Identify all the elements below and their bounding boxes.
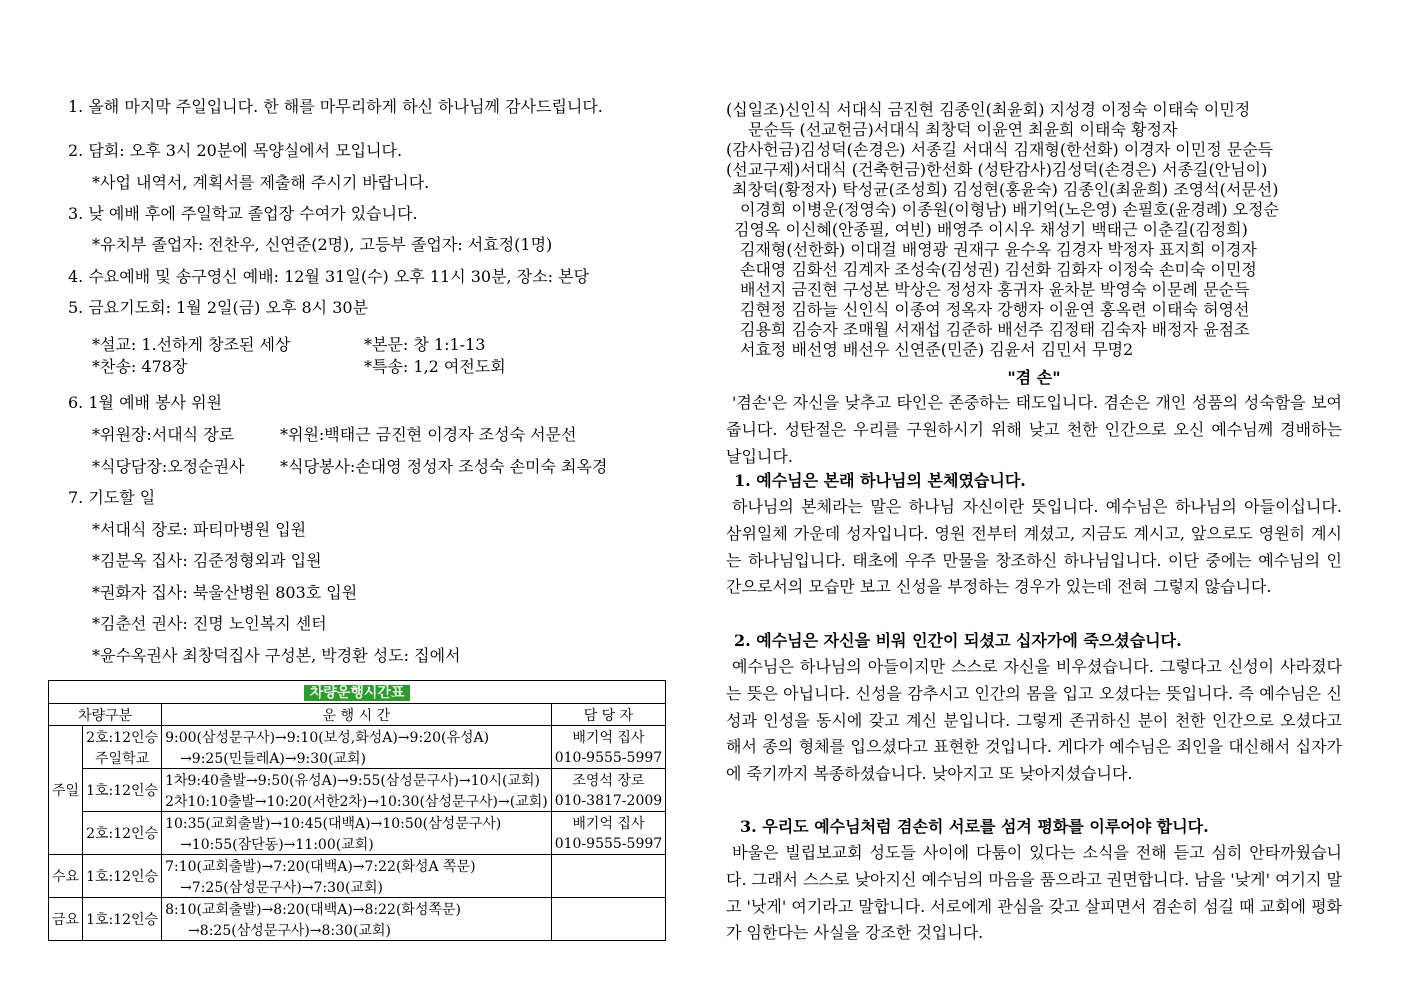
day-cell: 수요 [49, 855, 83, 898]
prayer-item: *서대식 장로: 파티마병원 입원 [92, 520, 307, 539]
dining-volunteers: *식당봉사:손대영 정성자 조성숙 손미숙 최옥경 [280, 457, 608, 476]
sermon-point-1: 1. 예수님은 본래 하나님의 본체였습니다. [734, 471, 1026, 490]
offering-line: 김영옥 이신혜(안종필, 여빈) 배영주 이시우 채성기 백태근 이춘길(김정희) [734, 220, 1248, 239]
vehicle-cell: 주일학교 [83, 747, 162, 769]
day-cell: 주일 [49, 726, 83, 855]
manager-phone-cell: 010-3817-2009 [551, 790, 665, 812]
sermon-point-3: 3. 우리도 예수님처럼 겸손히 서로를 섬겨 평화를 이루어야 합니다. [740, 817, 1209, 836]
manager-cell [551, 855, 665, 898]
manager-phone-cell: 010-9555-5997 [551, 747, 665, 769]
offering-line: (감사헌금)김성덕(손경은) 서종길 서대식 김재형(한선화) 이경자 이민정 문순득 [726, 140, 1274, 159]
prayer-item: *윤수옥권사 최창덕집사 구성본, 박경환 성도: 집에서 [92, 646, 461, 665]
table-row [49, 812, 666, 834]
friday-hymn: *찬송: 478장 [92, 357, 188, 376]
offering-line: 서효정 배선영 배선우 신연준(민준) 김윤서 김민서 무명2 [740, 340, 1134, 359]
prayer-item: *김춘선 권사: 진명 노인복지 센터 [92, 614, 327, 633]
sermon-point-2: 2. 예수님은 자신을 비워 인간이 되셨고 십자가에 죽으셨습니다. [734, 631, 1182, 650]
time-cell: →9:25(민들레A)→9:30(교회) [162, 747, 552, 769]
sermon-paragraph-1: 하나님의 본체라는 말은 하나님 자신이란 뜻입니다. 예수님은 하나님의 아들이십니다. 삼위일체 가운데 성자입니다. 영원 전부터 계셨고, 지금도 계시고, 앞으로도 영원히 계시는 하나님입니다. 태초에 우주 만물을 창조하신 하나님입니다. 이단 중에는 예수님의 인간으로서의 모습만 보고 신성을 부정하는 경우가 있는데 전혀 그렇지 않습니다. [726, 497, 1342, 597]
announcement-7: 7. 기도할 일 [68, 488, 156, 507]
table-row [49, 898, 666, 920]
sermon-intro: '겸손'은 자신을 낮추고 타인은 존중하는 태도입니다. 겸손은 개인 성품의 성숙함을 보여 줍니다. 성탄절은 우리를 구원하시기 위해 낮고 천한 인간으로 오신 예수님께 경배하는 날입니다. [726, 393, 1342, 466]
manager-cell: 배기억 집사 [551, 812, 665, 834]
vehicle-cell: 1호:12인승 [83, 855, 162, 898]
time-cell: 10:35(교회출발)→10:45(대백A)→10:50(삼성문구사) [162, 812, 552, 834]
announcement-3-note: *유치부 졸업자: 전찬우, 신연준(2명), 고등부 졸업자: 서효정(1명) [92, 235, 553, 254]
announcement-4: 4. 수요예배 및 송구영신 예배: 12월 31일(수) 오후 11시 30분, 장소: 본당 [68, 267, 590, 286]
offering-line: 김재형(선한화) 이대걸 배영광 권재구 윤수옥 김경자 박정자 표지희 이경자 [740, 240, 1257, 259]
sermon-paragraph-3: 바울은 빌립보교회 성도들 사이에 다툼이 있다는 소식을 전해 듣고 심히 안타까웠습니다. 그래서 스스로 낮아지신 예수님의 마음을 품으라고 권면합니다. 남을 '낮게' 여기지 말고 '낫게' 여기라고 말합니다. 서로에게 관심을 갖고 살피면서 겸손히 섬길 때 교회에 평화가 임한다는 사실을 강조한 것입니다. [726, 843, 1342, 943]
time-cell: 7:10(교회출발)→7:20(대백A)→7:22(화성A 쪽문) [162, 855, 552, 877]
offering-line: 김용희 김승자 조매월 서재섭 김준하 배선주 김정태 김숙자 배정자 윤점조 [740, 320, 1250, 339]
offering-line: 문순득 (선교헌금)서대식 최창덕 이윤연 최윤희 이태숙 황정자 [748, 120, 1178, 139]
vehicle-cell: 1호:12인승 [83, 898, 162, 941]
vehicle-cell: 1호:12인승 [83, 769, 162, 812]
column-header: 차량구분 [49, 704, 162, 726]
time-cell: →8:25(삼성문구사)→8:30(교회) [162, 919, 552, 941]
vehicle-cell: 2호:12인승 [83, 726, 162, 748]
table-row [49, 769, 666, 791]
schedule-title: 차량운행시간표 [304, 685, 411, 701]
announcement-3: 3. 낮 예배 후에 주일학교 졸업장 수여가 있습니다. [68, 204, 418, 223]
offering-line: 배선지 금진현 구성본 박상은 정성자 홍귀자 윤차분 박영숙 이문례 문순득 [740, 280, 1250, 299]
manager-phone-cell: 010-9555-5997 [551, 833, 665, 855]
friday-special-song: *특송: 1,2 여전도회 [364, 357, 506, 376]
sermon-paragraph-2: 예수님은 하나님의 아들이지만 스스로 자신을 비우셨습니다. 그렇다고 신성이 사라졌다는 뜻은 아닙니다. 신성을 감추시고 인간의 몸을 입고 오셨다는 뜻입니다. 즉 예수님은 신성과 인성을 동시에 갖고 계신 분입니다. 그렇게 존귀하신 분이 천한 인간으로 오셨다고 해서 종의 형체를 입으셨다고 표현한 것입니다. 게다가 예수님은 죄인을 대신해서 십자가에 죽기까지 복종하셨습니다. 낮아지고 또 낮아지셨습니다. [726, 657, 1342, 784]
offering-line: 김현정 김하늘 신인식 이종여 정옥자 강행자 이윤연 홍옥련 이태숙 허영선 [740, 300, 1250, 319]
offering-line: 이경희 이병운(정영숙) 이종원(이형남) 배기억(노은영) 손필호(윤경례) 오정순 [740, 200, 1280, 219]
column-header: 담 당 자 [551, 704, 665, 726]
vehicle-cell: 2호:12인승 [83, 812, 162, 855]
day-cell: 금요 [49, 898, 83, 941]
vehicle-schedule-table [48, 680, 666, 941]
dining-manager: *식당담장:오정순권사 [92, 457, 245, 476]
time-cell: →10:55(잠단동)→11:00(교회) [162, 833, 552, 855]
table-row [49, 726, 666, 748]
offering-line: 손대영 김화선 김계자 조성숙(김성권) 김선화 김화자 이정숙 손미숙 이민정 [740, 260, 1257, 279]
sermon-title: "겸 손" [1007, 368, 1061, 387]
time-cell: 2차10:10출발→10:20(서한2차)→10:30(삼성문구사)→(교회) [162, 790, 552, 812]
manager-cell [551, 898, 665, 941]
announcement-6: 6. 1월 예배 봉사 위원 [68, 393, 222, 412]
prayer-item: *권화자 집사: 북울산병원 803호 입원 [92, 583, 358, 602]
time-cell: 1차9:40출발→9:50(유성A)→9:55(삼성문구사)→10시(교회) [162, 769, 552, 791]
table-row [49, 855, 666, 877]
table-header-row [49, 704, 666, 726]
committee-chair: *위원장:서대식 장로 [92, 425, 235, 444]
announcement-2-note: *사업 내역서, 계획서를 제출해 주시기 바랍니다. [92, 173, 430, 192]
manager-cell: 배기억 집사 [551, 726, 665, 748]
announcement-2: 2. 담회: 오후 3시 20분에 목양실에서 모입니다. [68, 141, 403, 160]
announcement-1: 1. 올해 마지막 주일입니다. 한 해를 마무리하게 하신 하나님께 감사드립니다. [68, 97, 603, 116]
offering-line: 최창덕(황정자) 탁성균(조성희) 김성현(홍윤숙) 김종인(최윤희) 조영석(서문선) [732, 180, 1279, 199]
committee-members: *위원:백태근 금진현 이경자 조성숙 서문선 [280, 425, 577, 444]
time-cell: 9:00(삼성문구사)→9:10(보성,화성A)→9:20(유성A) [162, 726, 552, 748]
prayer-item: *김분옥 집사: 김준정형외과 입원 [92, 551, 322, 570]
time-cell: 8:10(교회출발)→8:20(대백A)→8:22(화성쪽문) [162, 898, 552, 920]
offering-line: (선교구제)서대식 (건축헌금)한선화 (성탄감사)김성덕(손경은) 서종길(안님이) [726, 160, 1268, 179]
friday-sermon: *설교: 1.선하게 창조된 세상 [92, 335, 291, 354]
column-header: 운 행 시 간 [162, 704, 552, 726]
offering-line: (십일조)신인식 서대식 금진현 김종인(최윤회) 지성경 이정숙 이태숙 이민정 [726, 100, 1251, 119]
manager-cell: 조영석 장로 [551, 769, 665, 791]
time-cell: →7:25(삼성문구사)→7:30(교회) [162, 876, 552, 898]
announcement-5: 5. 금요기도회: 1월 2일(금) 오후 8시 30분 [68, 298, 369, 317]
friday-scripture: *본문: 창 1:1-13 [364, 335, 486, 354]
table-row [49, 747, 666, 769]
